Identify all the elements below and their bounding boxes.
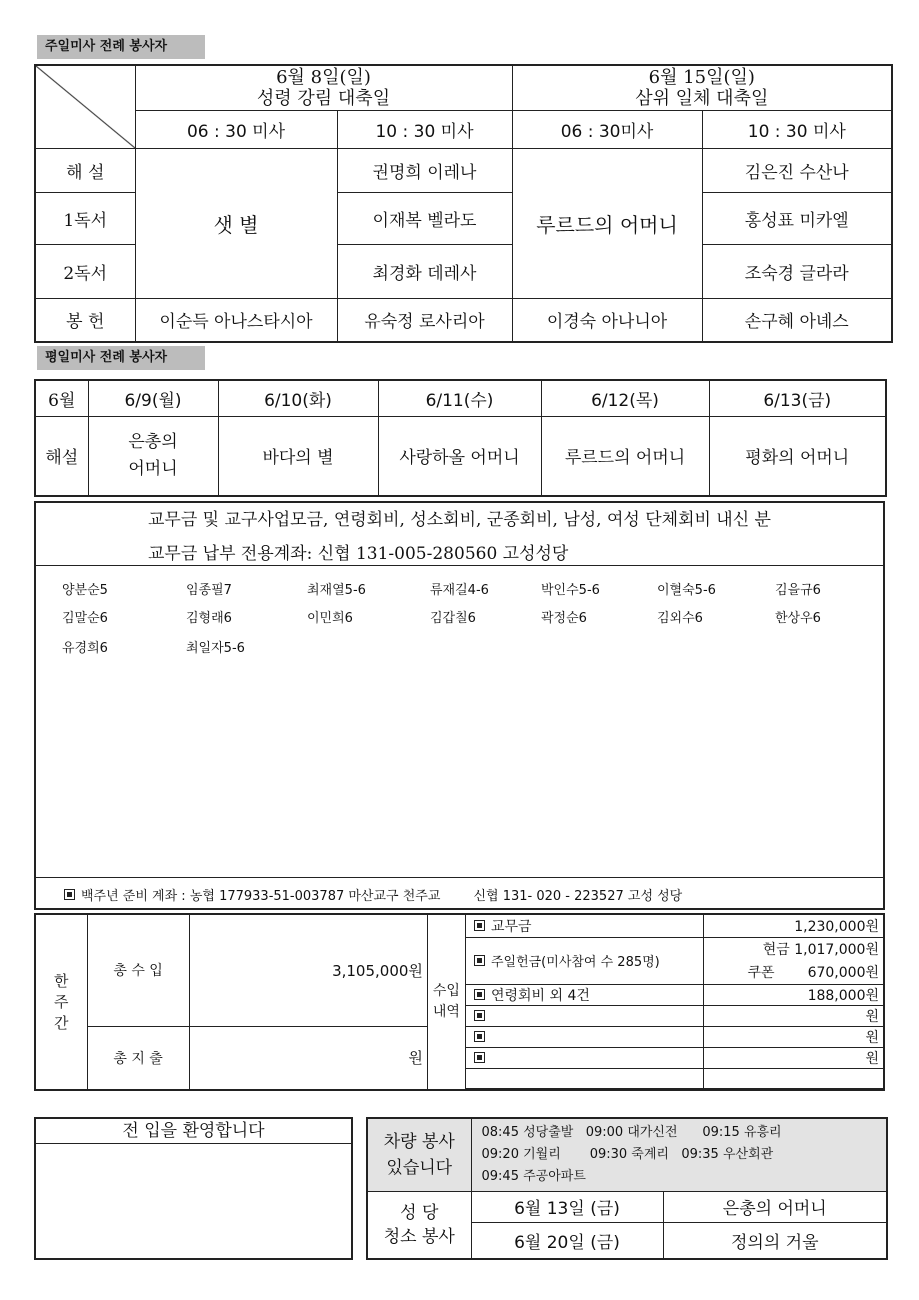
feast-label: 삼위 일체 대축일 bbox=[635, 87, 769, 109]
vehicle-stop-line: 09:45 주공아파트 bbox=[481, 1168, 586, 1184]
centennial-account-text: 백주년 준비 계좌 : 농협 177933-51-003787 마산교구 천주교 신협 131- 020 - 223527 고성 성당 bbox=[81, 889, 683, 904]
income-item bbox=[465, 914, 703, 937]
total-income-label: 총 수 입 bbox=[87, 914, 189, 1026]
divider bbox=[36, 565, 883, 566]
donor-name: 유경희6 bbox=[62, 641, 108, 656]
month-label: 6월 bbox=[35, 380, 88, 416]
donor-row bbox=[62, 579, 873, 605]
donor-name: 최재열5-6 bbox=[307, 583, 366, 598]
income-amount: 1,230,000원 bbox=[704, 914, 884, 937]
date-header-june8 bbox=[135, 65, 512, 110]
divider bbox=[36, 877, 883, 878]
corner-cell bbox=[35, 65, 135, 148]
donations-heading: 교무금 및 교구사업모금, 연령회비, 성소회비, 군종회비, 남성, 여성 단체회비 내신 분 bbox=[148, 510, 771, 530]
empty-cell bbox=[704, 1088, 884, 1090]
role-commentary: 해 설 bbox=[35, 148, 135, 192]
cleaning-date: 6월 20일 (금) bbox=[471, 1222, 663, 1259]
checkbox-icon bbox=[474, 955, 485, 966]
mass-time: 10 : 30 미사 bbox=[337, 110, 512, 148]
cleaning-group: 정의의 거울 bbox=[663, 1222, 887, 1259]
income-amount: 원 bbox=[704, 1047, 884, 1068]
donor-name: 임종필7 bbox=[186, 583, 232, 598]
donor-name: 김외수6 bbox=[657, 611, 703, 626]
weekday-date: 6/11(수) bbox=[378, 380, 541, 416]
weekday-group: 평화의 어머니 bbox=[709, 416, 886, 496]
service-table bbox=[366, 1117, 888, 1260]
server-name: 홍성표 미카엘 bbox=[702, 192, 892, 244]
income-item-name: 연령회비 외 4건 bbox=[490, 987, 590, 1004]
income-item bbox=[465, 1047, 703, 1068]
donations-box bbox=[34, 501, 885, 910]
group-cell-2: 루르드의 어머니 bbox=[512, 148, 702, 298]
checkbox-icon bbox=[474, 1031, 485, 1042]
donor-name: 김을규6 bbox=[775, 583, 821, 598]
checkbox-icon bbox=[64, 889, 75, 900]
empty-cell bbox=[465, 1088, 703, 1090]
income-item-name: 교무금 bbox=[490, 918, 532, 935]
coupon-amount: 670,000원 bbox=[807, 964, 879, 981]
account-info: 교무금 납부 전용계좌: 신협 131-005-280560 고성성당 bbox=[148, 544, 569, 564]
checkbox-icon bbox=[474, 920, 485, 931]
total-expense-label: 총 지 출 bbox=[87, 1026, 189, 1090]
centennial-account-line bbox=[64, 885, 682, 904]
empty-cell bbox=[704, 1068, 884, 1088]
mass-time: 06 : 30 미사 bbox=[135, 110, 337, 148]
welcome-box bbox=[34, 1117, 353, 1260]
weekly-finance-table bbox=[34, 913, 885, 1091]
welcome-title: 전 입을 환영합니다 bbox=[36, 1119, 351, 1144]
income-amount: 188,000원 bbox=[704, 984, 884, 1005]
role-offering: 봉 헌 bbox=[35, 298, 135, 342]
income-item-name: 주일헌금(미사참여 수 285명) bbox=[490, 955, 660, 970]
donor-name: 김형래6 bbox=[186, 611, 232, 626]
server-name: 이경숙 아나니아 bbox=[512, 298, 702, 342]
date-label: 6월 8일(일) bbox=[276, 66, 371, 88]
weekday-group: 루르드의 어머니 bbox=[541, 416, 709, 496]
donor-row bbox=[62, 607, 873, 633]
week-label: 한 주 간 bbox=[35, 914, 87, 1090]
server-name: 이순득 아나스타시아 bbox=[135, 298, 337, 342]
server-name: 이재복 벨라도 bbox=[337, 192, 512, 244]
income-amount: 원 bbox=[704, 1005, 884, 1026]
mass-time: 06 : 30미사 bbox=[512, 110, 702, 148]
vehicle-stop-line: 09:20 기월리 09:30 죽계리 09:35 우산회관 bbox=[481, 1146, 774, 1162]
empty-cell bbox=[465, 1068, 703, 1088]
role-reading2: 2독서 bbox=[35, 244, 135, 298]
cleaning-group: 은총의 어머니 bbox=[663, 1191, 887, 1222]
income-amount: 원 bbox=[704, 1026, 884, 1047]
donor-name: 한상우6 bbox=[775, 611, 821, 626]
total-expense-value: 원 bbox=[189, 1026, 427, 1090]
vehicle-stop-line: 08:45 성당출발 09:00 대가신전 09:15 유흥리 bbox=[481, 1124, 782, 1140]
donor-name: 최일자5-6 bbox=[186, 641, 245, 656]
vehicle-service-label: 차량 봉사 있습니다 bbox=[367, 1118, 471, 1191]
weekday-group: 은총의 어머니 bbox=[88, 416, 218, 496]
donor-name: 박인수5-6 bbox=[541, 583, 600, 598]
donor-name: 김말순6 bbox=[62, 611, 108, 626]
role-commentary: 해설 bbox=[35, 416, 88, 496]
weekday-date: 6/10(화) bbox=[218, 380, 378, 416]
income-item bbox=[465, 984, 703, 1005]
server-name: 최경화 데레사 bbox=[337, 244, 512, 298]
server-name: 손구혜 아녜스 bbox=[702, 298, 892, 342]
total-income-value: 3,105,000원 bbox=[189, 914, 427, 1026]
coupon-label: 쿠폰 bbox=[747, 964, 775, 981]
donor-name: 김갑칠6 bbox=[430, 611, 476, 626]
weekday-group: 바다의 별 bbox=[218, 416, 378, 496]
weekday-date: 6/13(금) bbox=[709, 380, 886, 416]
donor-name: 이민희6 bbox=[307, 611, 353, 626]
donor-name: 이혈숙5-6 bbox=[657, 583, 716, 598]
donor-name: 류재길4-6 bbox=[430, 583, 489, 598]
income-item bbox=[465, 937, 703, 984]
server-name: 권명희 이레나 bbox=[337, 148, 512, 192]
mass-time: 10 : 30 미사 bbox=[702, 110, 892, 148]
income-detail-label: 수입 내역 bbox=[427, 914, 465, 1090]
income-item bbox=[465, 1005, 703, 1026]
weekday-group: 사랑하올 어머니 bbox=[378, 416, 541, 496]
checkbox-icon bbox=[474, 989, 485, 1000]
date-header-june15 bbox=[512, 65, 892, 110]
checkbox-icon bbox=[474, 1010, 485, 1021]
sunday-section-tag: 주일미사 전례 봉사자 bbox=[37, 35, 205, 59]
server-name: 조숙경 글라라 bbox=[702, 244, 892, 298]
checkbox-icon bbox=[474, 1052, 485, 1063]
role-reading1: 1독서 bbox=[35, 192, 135, 244]
income-cash: 현금 1,017,000원 bbox=[704, 937, 884, 960]
vehicle-schedule bbox=[471, 1118, 887, 1191]
group-cell-1: 샛 별 bbox=[135, 148, 337, 298]
weekday-date: 6/9(월) bbox=[88, 380, 218, 416]
weekday-date: 6/12(목) bbox=[541, 380, 709, 416]
weekday-servers-table bbox=[34, 379, 887, 497]
donor-name: 양분순5 bbox=[62, 583, 108, 598]
date-label: 6월 15일(일) bbox=[648, 66, 755, 88]
income-item bbox=[465, 1026, 703, 1047]
weekday-section-tag: 평일미사 전례 봉사자 bbox=[37, 346, 205, 370]
sunday-servers-table bbox=[34, 64, 893, 343]
server-name: 유숙정 로사리아 bbox=[337, 298, 512, 342]
income-coupon bbox=[704, 960, 884, 984]
donor-name: 곽정순6 bbox=[541, 611, 587, 626]
cleaning-service-label: 성 당 청소 봉사 bbox=[367, 1191, 471, 1259]
feast-label: 성령 강림 대축일 bbox=[256, 87, 391, 109]
cleaning-date: 6월 13일 (금) bbox=[471, 1191, 663, 1222]
server-name: 김은진 수산나 bbox=[702, 148, 892, 192]
donor-row bbox=[62, 637, 873, 663]
